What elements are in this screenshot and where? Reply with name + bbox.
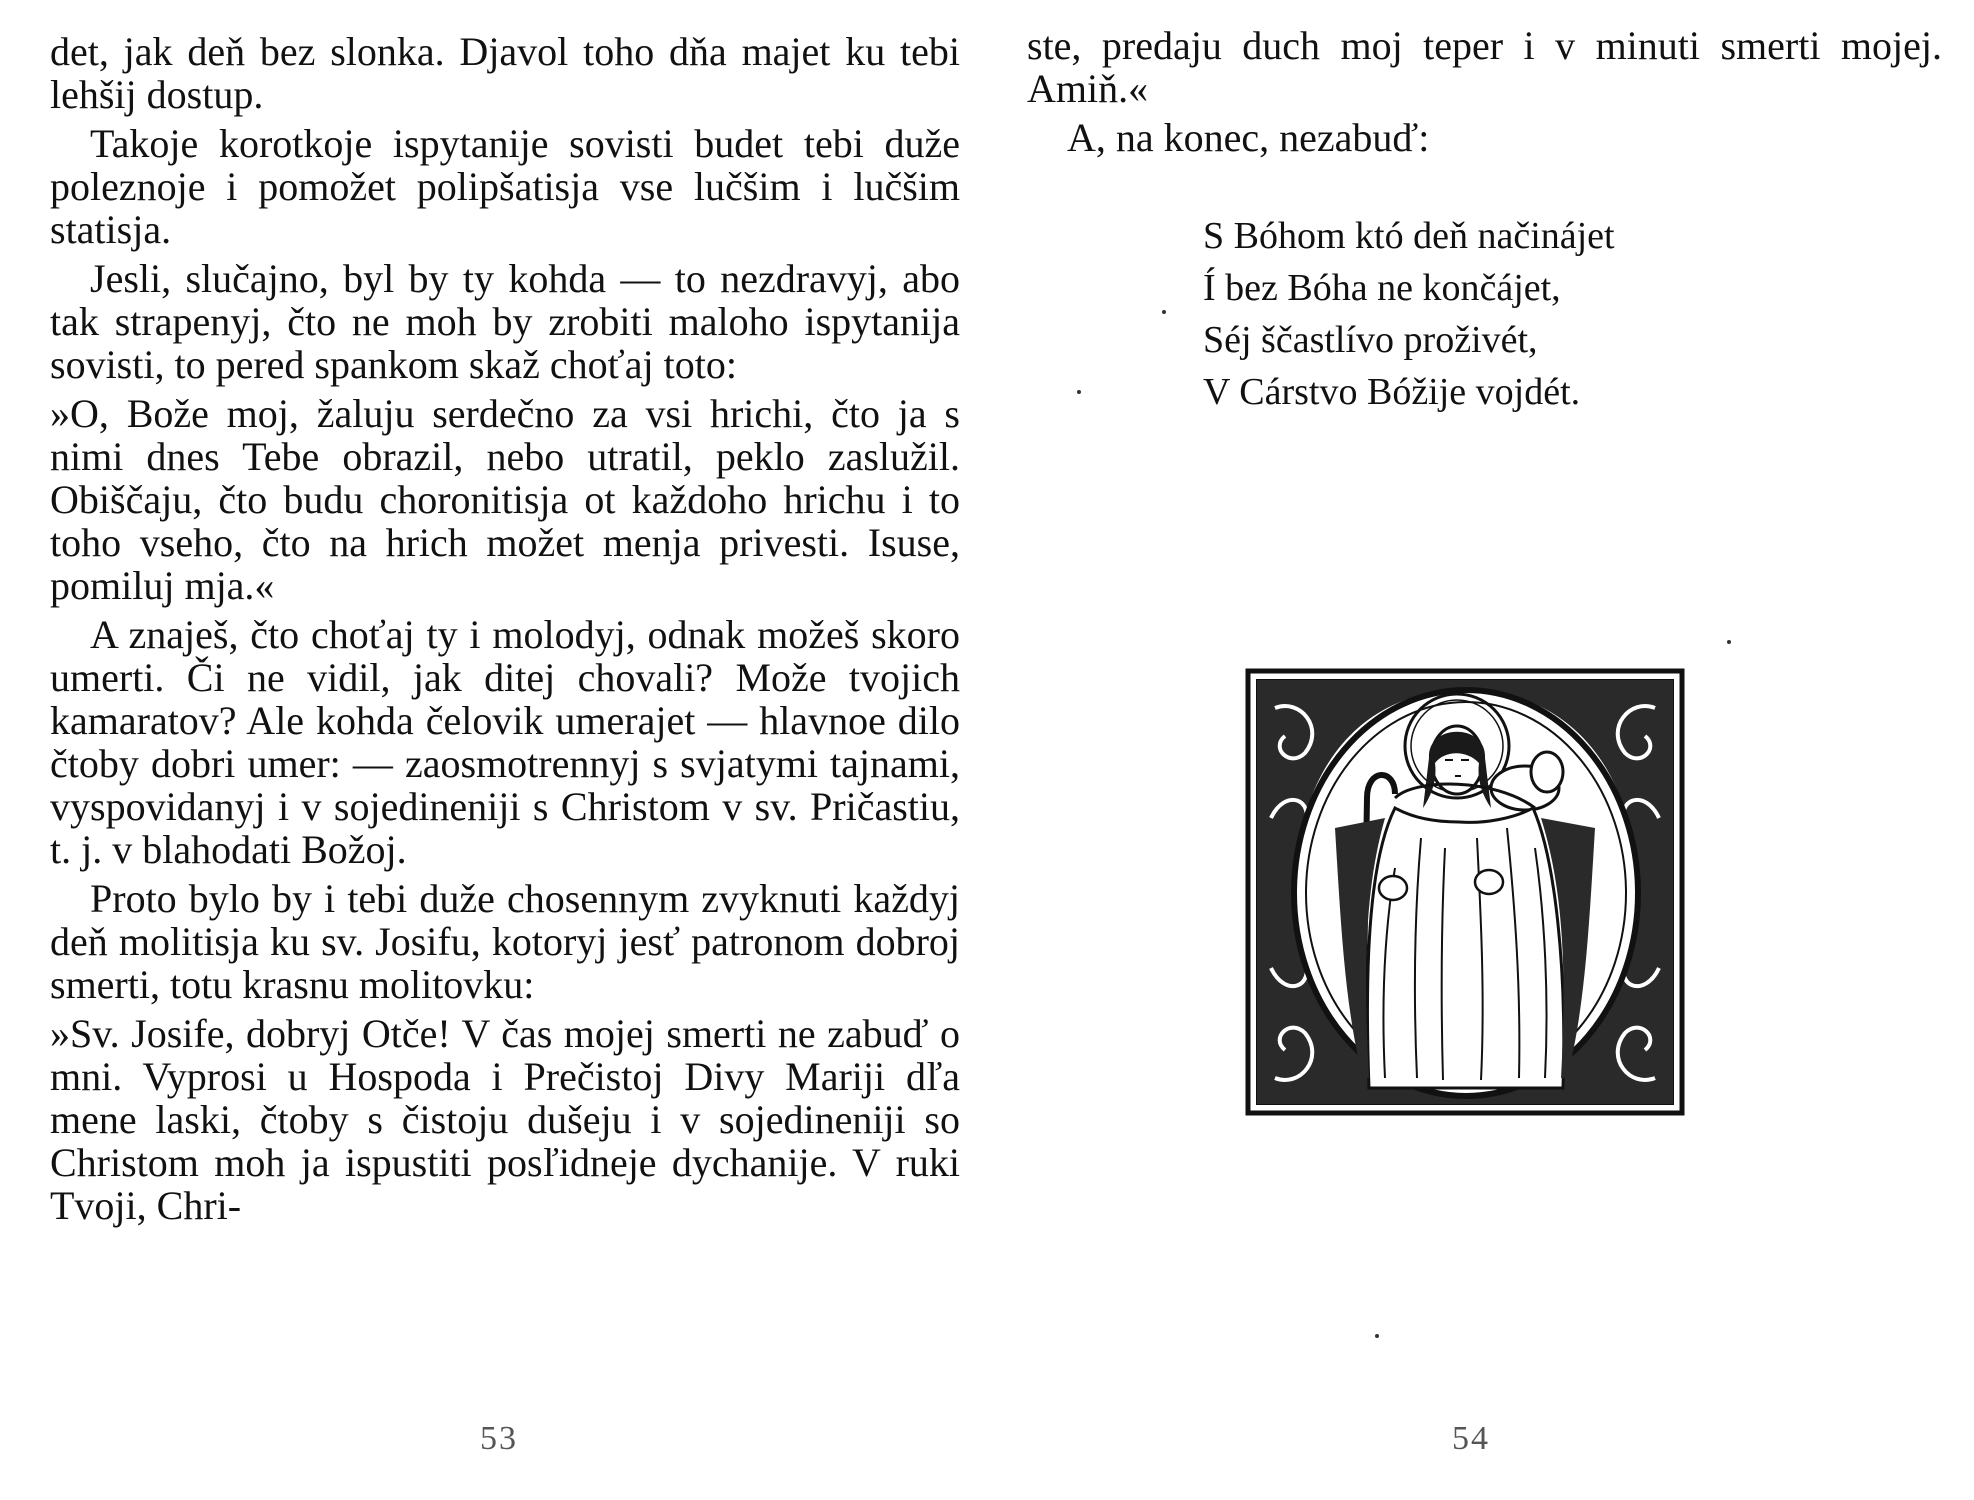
paragraph: ste, predaju duch moj teper i v minuti smerti mojej. Amiň.« <box>1027 23 1942 111</box>
verse <box>1203 210 1615 418</box>
paragraph: A znaješ, čto choťaj ty i molodyj, odnak možeš skoro umerti. Či ne vidil, jak ditej chovali? Može tvojich kamaratov? Ale kohda čelovik umerajet — hlavnoe dilo čtoby dobri umer: — zaosmotrennyj s svjatymi tajnami, vyspovidanyj i v sojedineniji s Christom v sv. Pričastiu, t. j. v blahodati Božoj. <box>50 612 960 872</box>
print-speck <box>1375 1334 1379 1338</box>
page-number: 53 <box>480 1420 518 1457</box>
paragraph: Takoje korotkoje ispytanije sovisti budet tebi duže poleznoje i pomožet polipšatisja vse lučšim i lučšim statisja. <box>50 121 960 252</box>
right-page-text <box>1027 24 1942 165</box>
verse-line: S Bóhom któ deň načinájet <box>1203 215 1615 257</box>
print-speck <box>1077 390 1081 394</box>
print-speck <box>1162 310 1166 314</box>
paragraph: det, jak deň bez slonka. Djavol toho dňa majet ku tebi lehšij dostup. <box>50 29 960 117</box>
verse-line: V Cárstvo Bóžije vojdét. <box>1203 371 1581 413</box>
paragraph: Proto bylo by i tebi duže chosennym zvyknuti každyj deň molitisja ku sv. Josifu, kotoryj jesť patronom dobroj smerti, totu krasnu molitovku: <box>50 876 960 1007</box>
prayer-paragraph: »O, Bože moj, žaluju serdečno za vsi hrichi, čto ja s nimi dnes Tebe obrazil, nebo utratil, peklo zaslužil. Obiščaju, čto budu choronitisja ot každoho hrichu i to toho vseho, čto na hrich možet menja privesti. Isuse, pomiluj mja.« <box>50 391 960 608</box>
paragraph: A, na konec, nezabuď: <box>1067 115 1430 160</box>
paragraph: Jesli, slučajno, byl by ty kohda — to nezdravyj, abo tak strapenyj, čto ne moh by zrobiti maloho ispytanija sovisti, to pered spankom skaž choťaj toto: <box>50 256 960 387</box>
left-page-text <box>50 30 960 1233</box>
print-speck <box>1727 640 1731 644</box>
verse-line: Séj ščastlívo proživét, <box>1203 319 1538 361</box>
verse-line: Í bez Bóha ne končájet, <box>1203 267 1561 309</box>
good-shepherd-engraving-icon <box>1245 668 1685 1116</box>
right-page <box>987 0 1974 1500</box>
page-number: 54 <box>1452 1420 1490 1457</box>
prayer-paragraph: »Sv. Josife, dobryj Otče! V čas mojej smerti ne zabuď o mni. Vyprosi u Hospoda i Prečistoj Divy Mariji dľa mene laski, čtoby s čistoju dušeju i v sojedineniji so Christom moh ja ispustiti posľidneje dychanije. V ruki Tvoji, Chri- <box>50 1011 960 1228</box>
